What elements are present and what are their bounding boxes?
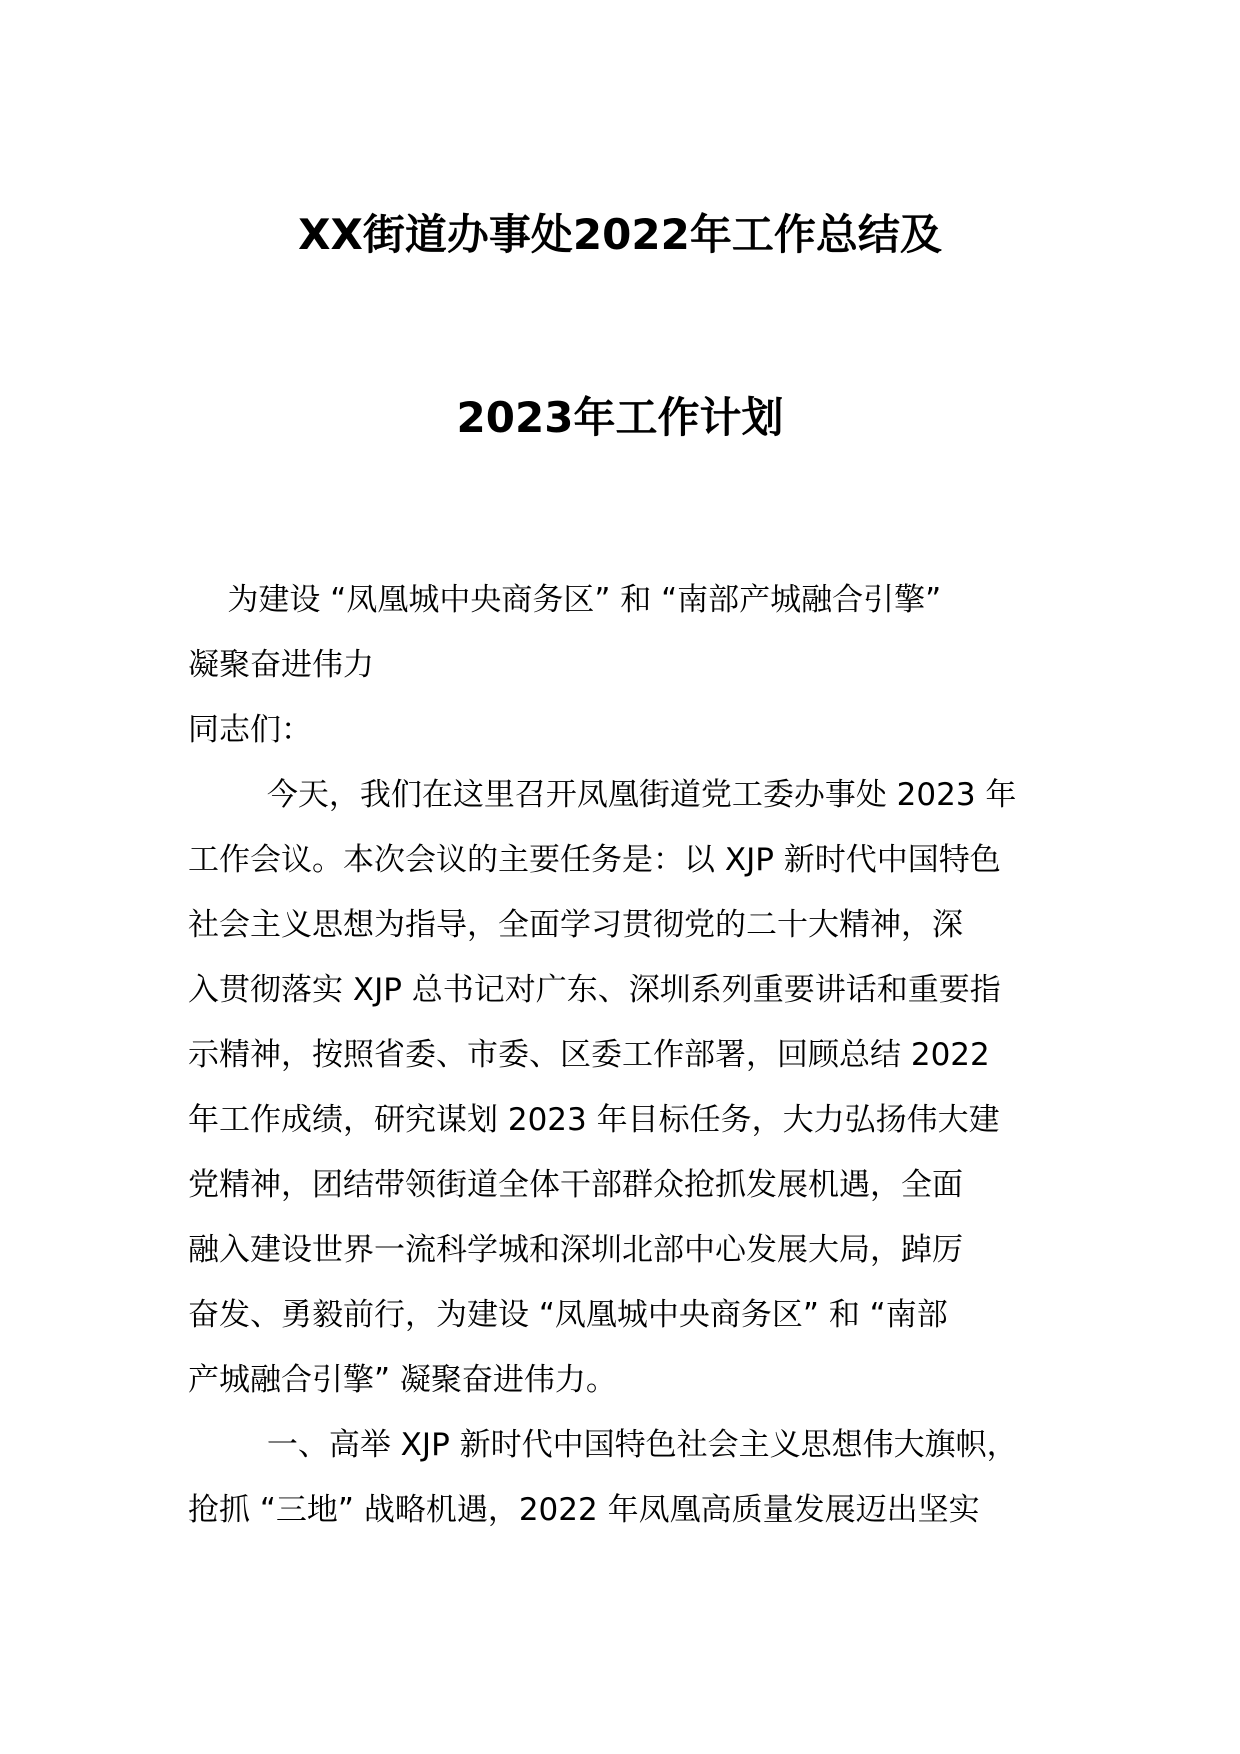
text-line: 产城融合引擎” 凝聚奋进伟力。 [188, 1362, 617, 1398]
text-line: 今天，我们在这里召开凤凰街道党工委办事处 2023 年 [188, 777, 1017, 813]
text-line: 年工作成绩，研究谋划 2023 年目标任务，大力弘扬伟大建 [188, 1102, 1000, 1138]
text-line: 为建设 “凤凰城中央商务区” 和 “南部产城融合引擎” [188, 582, 942, 618]
document-title-line-1: XX街道办事处2022年工作总结及 [298, 210, 942, 259]
text-line: 同志们： [188, 712, 312, 748]
text-line: 奋发、勇毅前行，为建设 “凤凰城中央商务区” 和 “南部 [188, 1297, 948, 1333]
text-line: 抢抓 “三地” 战略机遇，2022 年凤凰高质量发展迈出坚实 [188, 1492, 980, 1528]
text-line: 党精神，团结带领街道全体干部群众抢抓发展机遇，全面 [188, 1167, 963, 1203]
text-line: 示精神，按照省委、市委、区委工作部署，回顾总结 2022 [188, 1037, 990, 1073]
document-title-line-2: 2023年工作计划 [456, 393, 784, 442]
text-line: 一、高举 XJP 新时代中国特色社会主义思想伟大旗帜， [188, 1427, 1018, 1463]
text-line: 社会主义思想为指导，全面学习贯彻党的二十大精神，深 [188, 907, 963, 943]
text-line: 融入建设世界一流科学城和深圳北部中心发展大局，踔厉 [188, 1232, 963, 1268]
text-line: 入贯彻落实 XJP 总书记对广东、深圳系列重要讲话和重要指 [188, 972, 1001, 1008]
text-line: 工作会议。本次会议的主要任务是：以 XJP 新时代中国特色 [188, 842, 1001, 878]
text-line: 凝聚奋进伟力 [188, 647, 374, 683]
